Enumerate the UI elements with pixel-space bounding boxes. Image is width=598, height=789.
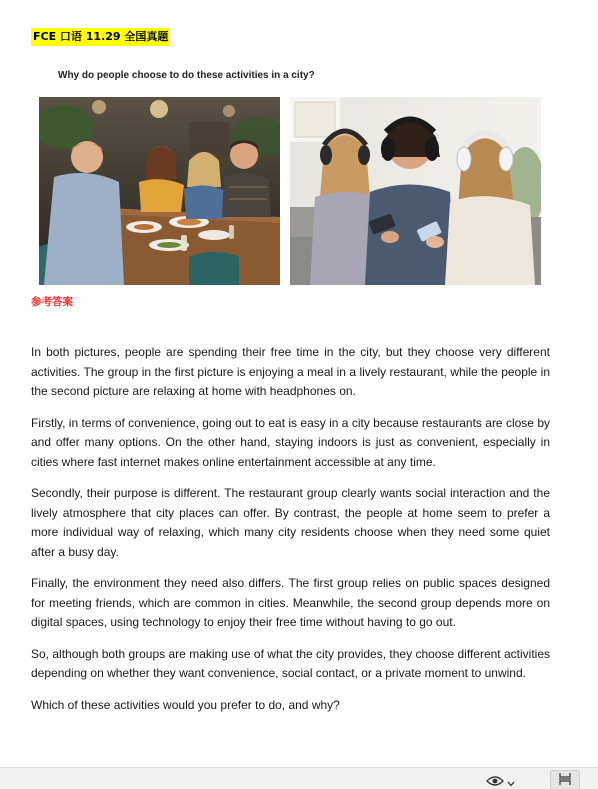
- chevron-down-icon: [507, 772, 515, 789]
- paragraph: In both pictures, people are spending their free time in the city, but they choose very different activities. The group in the first picture is enjoying a meal in a lively restaurant, while the people in the second picture are relaxing at home with headphones on.: [31, 345, 550, 398]
- discussion-question: Why do people choose to do these activities in a city?: [58, 70, 315, 81]
- eye-icon: [486, 772, 504, 789]
- answer-body: [31, 343, 550, 727]
- restaurant-photo: [39, 97, 280, 285]
- paragraph: Which of these activities would you prefer to do, and why?: [31, 697, 340, 712]
- paragraph: Firstly, in terms of convenience, going out to eat is easy in a city because restaurants are close by and offer many options. On the other hand, staying indoors is just as convenient, especially in cities where fast internet makes online entertainment accessible at any time.: [31, 415, 550, 469]
- answer-heading: 参考答案: [31, 296, 73, 308]
- paragraph: So, although both groups are making use of what the city provides, they choose different activities depending on whether they want convenience, social contact, or a private moment to unwind.: [31, 646, 550, 680]
- page-view-icon: [558, 771, 572, 789]
- paragraph: Secondly, their purpose is different. The restaurant group clearly wants social interaction and the lively atmosphere that city places can offer. By contrast, the people at home seem to prefer a more individual way of relaxing, which many city residents choose when they need some quiet after a busy day.: [31, 486, 550, 559]
- page-view-button[interactable]: [550, 770, 580, 789]
- bottom-toolbar: [0, 767, 598, 789]
- headphones-photo: [290, 97, 541, 285]
- eye-dropdown-button[interactable]: [486, 772, 515, 789]
- document-title: FCE 口语 11.29 全国真题: [31, 28, 170, 46]
- paragraph: Finally, the environment they need also differs. The first group relies on public spaces designed for meeting friends, which are common in cities. Meanwhile, the second group depends more on digital spaces, using technology to enjoy their free time without having to go out.: [31, 576, 550, 629]
